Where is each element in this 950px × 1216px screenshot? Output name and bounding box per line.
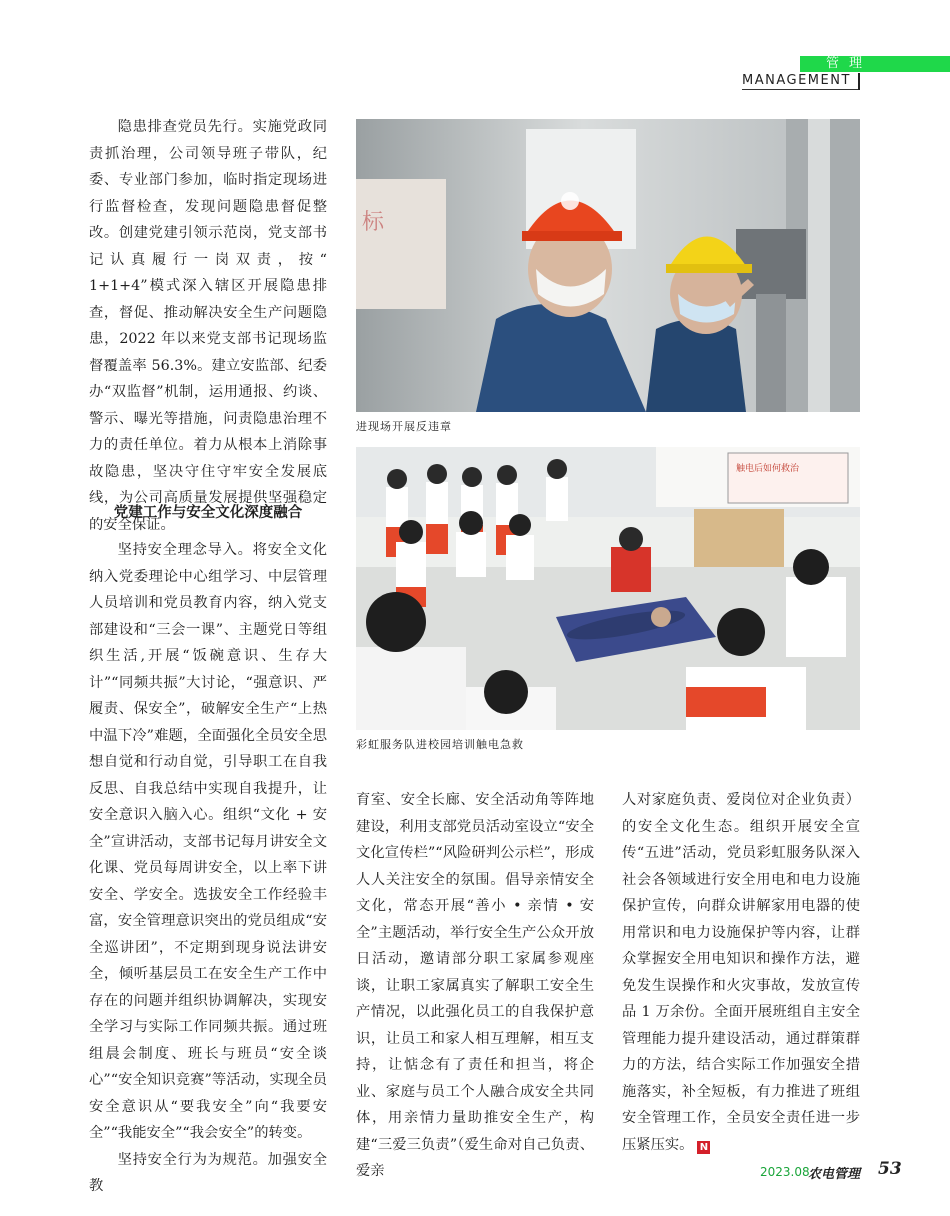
photo-site-inspection	[356, 119, 860, 412]
column-2	[356, 787, 594, 1185]
paragraph-text: 人对家庭负责、爱岗位对企业负责）的安全文化生态。组织开展安全宣传“五进”活动，党员彩虹服务队深入社会各领域进行安全用电和电力设施保护宣传，向群众讲解家用电器的使用常识和电力设施保护等内容，让群众掌握安全用电知识和操作方法，避免发生误操作和火灾事故，发放宣传品 1 万余份。全面开展班组自主安全管理能力提升建设活动，通过群策群力的方法，结合实际工作加强安全措施落实，补全短板，有力推进了班组安全管理工作，全员安全责任进一步压紧压实。	[622, 792, 860, 1153]
photo-school-training	[356, 447, 860, 730]
paragraph: 坚持安全理念导入。将安全文化纳入党委理论中心组学习、中层管理人员培训和党员教育内容，纳入党支部建设和“三会一课”、主题党日等组织生活,开展“饭碗意识、生存大计”“同频共振”大讨论，“强意识、严履责、保安全”，破解安全生产“上热中温下冷”难题，全面强化全员安全思想自觉和行动自觉，引导职工在自我反思、自我总结中实现自我提升，让安全意识入脑入心。组织“文化 + 安全”宣讲活动，支部书记每月讲安全文化课、党员每周讲安全，以上率下讲安全、学安全。选拔安全工作经验丰富，安全管理意识突出的党员组成“安全巡讲团”，不定期到现身说法讲安全，倾听基层员工在安全生产工作中存在的问题并组织协调解决，实现安全学习与实际工作同频共振。通过班组晨会制度、班长与班员“安全谈心”“安全知识竞赛”等活动，实现全员安全意识从“要我安全”向“我要安全”“我能安全”“我会安全”的转变。	[89, 542, 327, 1141]
svg-text:标: 标	[362, 210, 385, 235]
column-1-bottom	[89, 537, 327, 1200]
end-of-article-mark: N	[697, 1141, 710, 1154]
photo-caption: 彩虹服务队进校园培训触电急救	[356, 738, 524, 751]
whiteboard-text: 触电后如何救治	[736, 464, 800, 474]
issue-date: 2023.08	[760, 1165, 810, 1179]
section-heading: 党建工作与安全文化深度融合	[113, 505, 303, 521]
paragraph: 育室、安全长廊、安全活动角等阵地建设，利用支部党员活动室设立“安全文化宣传栏”“风险研判公示栏”，形成人人关注安全的氛围。倡导亲情安全文化，常态开展“善小 • 亲情 • 安全”主题活动，举行安全生产公众开放日活动，邀请部分职工家属参观座谈，让职工家属真实了解职工安全生产情况，以此强化员工的自我保护意识，让员工和家人相互理解，相互支持，让惦念有了责任和担当，将企业、家庭与员工个人融合成安全共同体，用亲情力量助推安全生产，构建“三爱三负责”（爱生命对自己负责、爱亲	[356, 792, 594, 1179]
column-3	[622, 787, 860, 1158]
header-divider	[858, 73, 860, 90]
page-number: 53	[878, 1159, 902, 1179]
paragraph: 隐患排查党员先行。实施党政同责抓治理，公司领导班子带队，纪委、专业部门参加，临时指定现场进行监督检查，发现问题隐患督促整改。创建党建引领示范岗，党支部书记认真履行一岗双责，按“ 1+1+4”模式深入辖区开展隐患排查，督促、推动解决安全生产问题隐患，2022 年以来党支部书记现场监督覆盖率 56.3%。建立安监部、纪委办“双监督”机制，运用通报、约谈、警示、曝光等措施，问责隐患治理不力的责任单位。着力从根本上消除事故隐患，坚决守住守牢安全发展底线，为公司高质量发展提供坚强稳定的安全保证。	[89, 119, 327, 533]
paragraph	[622, 787, 860, 1158]
magazine-title: 农电管理	[808, 1167, 861, 1182]
column-1-top	[89, 114, 327, 538]
photo-caption: 进现场开展反违章	[356, 420, 452, 433]
section-subtitle: MANAGEMENT	[742, 73, 858, 90]
paragraph: 坚持安全行为为规范。加强安全教	[89, 1151, 327, 1194]
section-tag: 管理	[800, 56, 950, 72]
